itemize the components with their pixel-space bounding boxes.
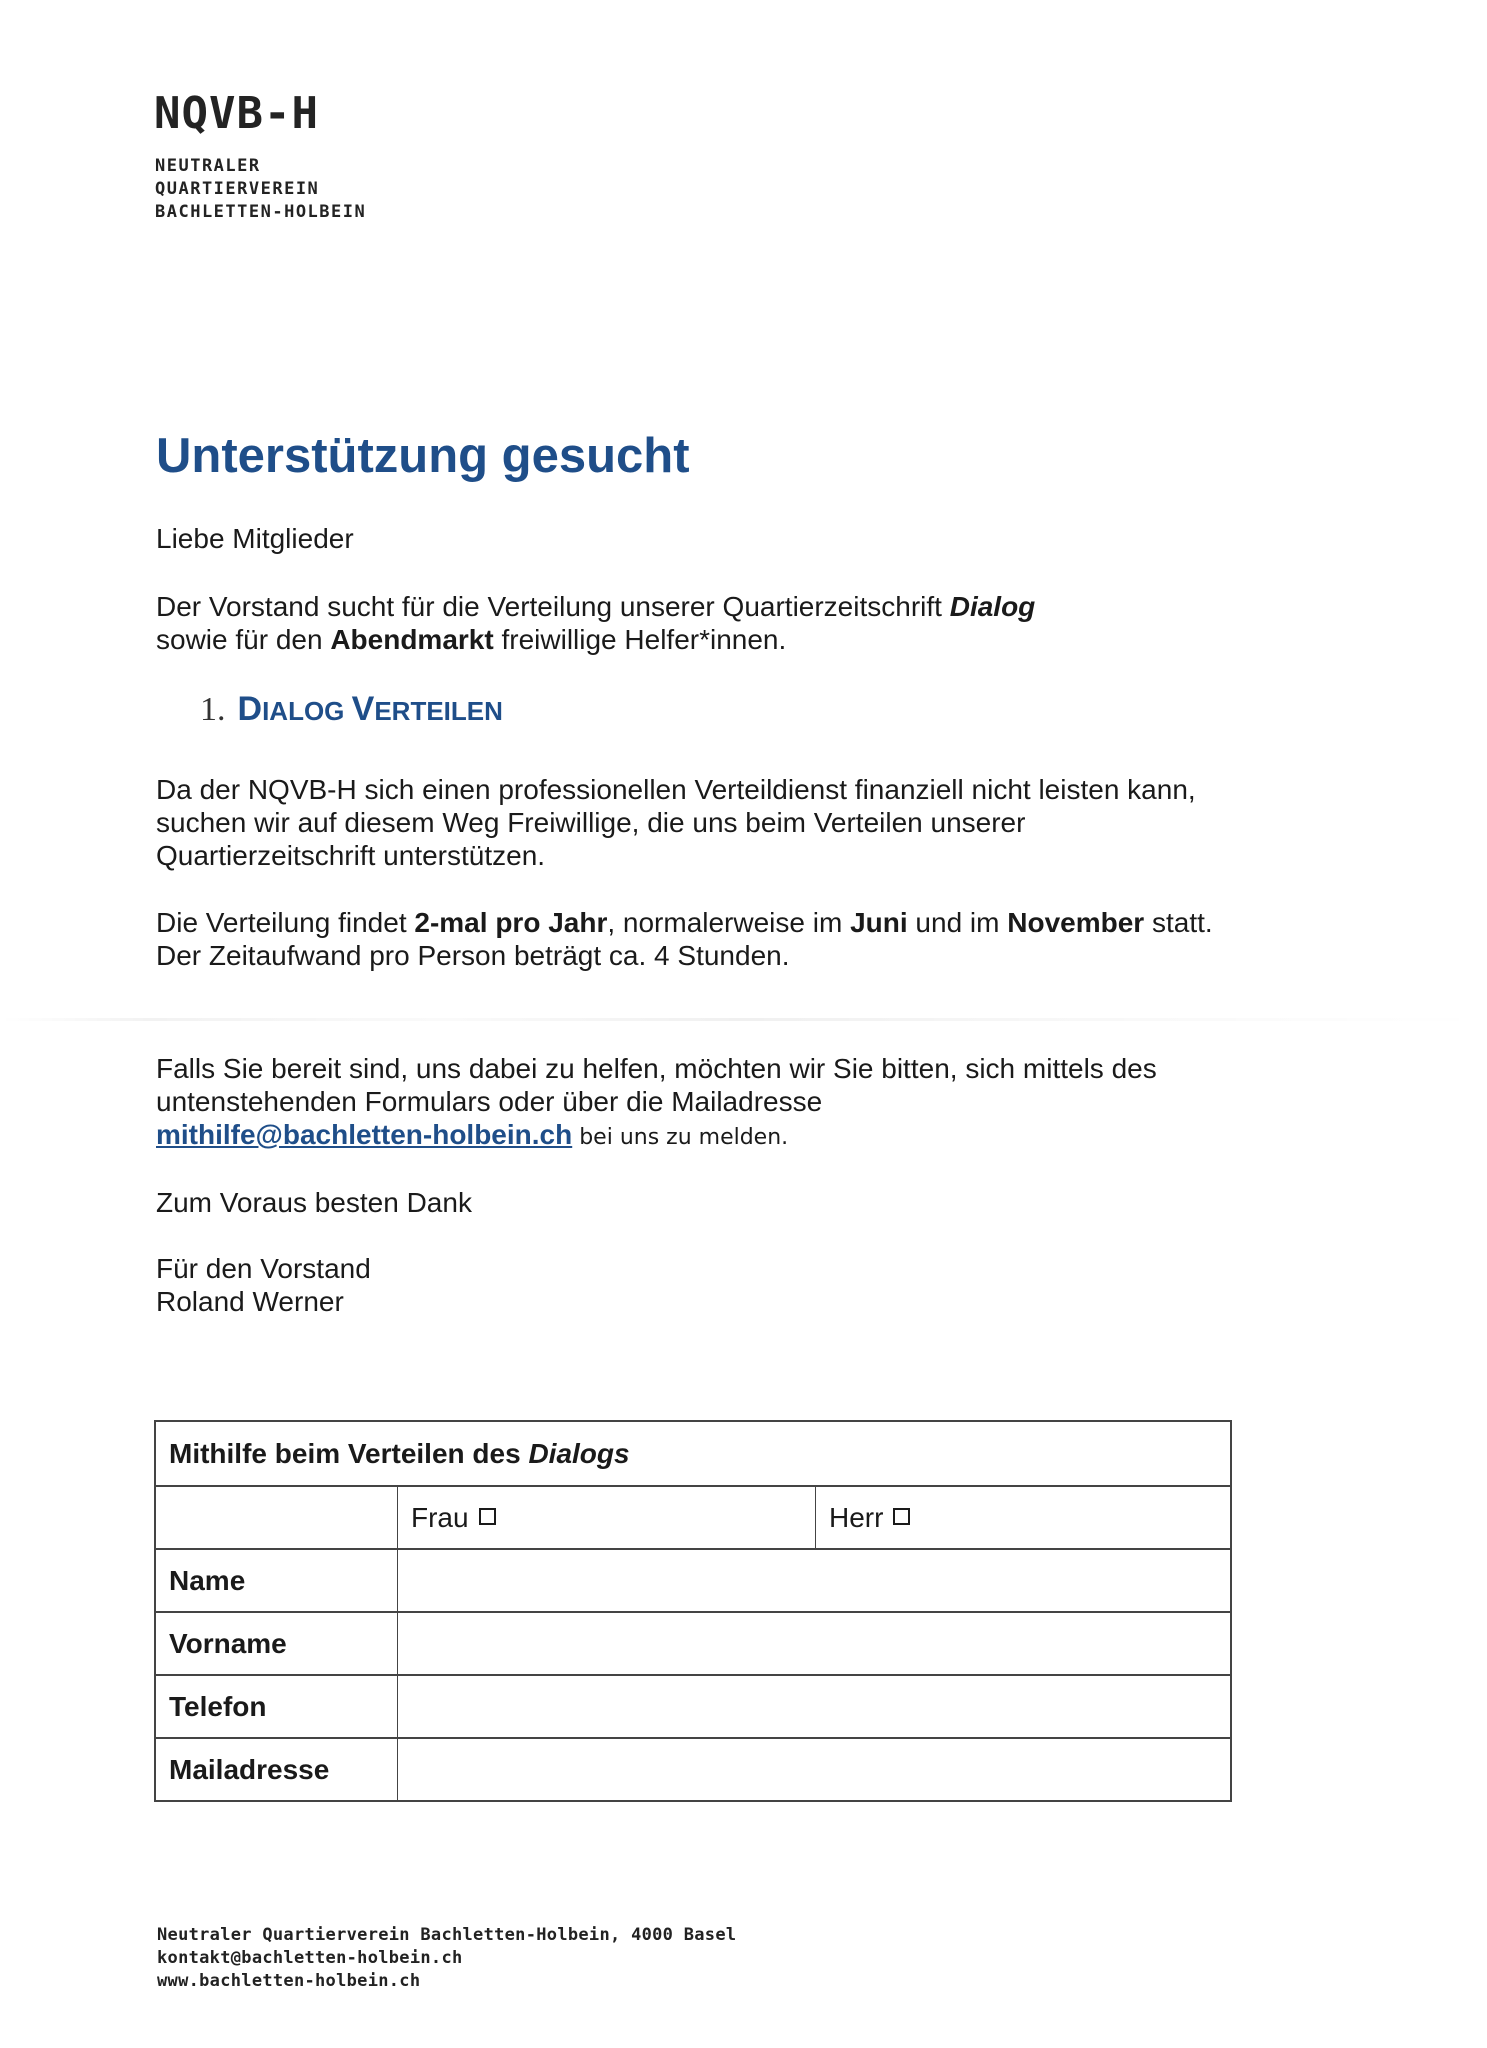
intro-text: sowie für den [156,624,331,655]
signature-name: Roland Werner [156,1286,344,1317]
form-row-telefon [156,1674,1230,1737]
mailadresse-field[interactable] [398,1739,1230,1800]
telefon-field[interactable] [398,1676,1230,1737]
salutation-frau-label: Frau [411,1501,469,1533]
frequency-emphasis: 2-mal pro Jahr [414,907,608,938]
salutation-frau-option[interactable] [398,1487,816,1548]
footer-address: Neutraler Quartierverein Bachletten-Holbein, 4000 Basel [157,1925,737,1945]
form-row-mailadresse [156,1737,1230,1800]
paragraph-line: Der Zeitaufwand pro Person beträgt ca. 4 Stunden. [156,940,790,971]
logo-subtitle-line: BACHLETTEN-HOLBEIN [155,202,367,222]
footer [157,1924,736,1993]
logo-subtitle-line: QUARTIERVEREIN [155,179,320,199]
paragraph-distribution-need [156,773,1196,872]
salutation-herr-option[interactable] [816,1487,1230,1548]
form-header-row [156,1422,1230,1485]
section-heading-initial: D [237,690,263,728]
paragraph-contact-request [156,1052,1157,1154]
form-title [156,1422,1230,1485]
field-label-vorname: Vorname [156,1613,398,1674]
logo-abbreviation: NQVB-H [154,88,319,139]
paragraph-text: , normalerweise im [607,907,851,938]
salutation-herr-label: Herr [829,1501,884,1533]
field-label-mailadresse: Mailadresse [156,1739,398,1800]
signup-form-table [154,1420,1232,1802]
section-heading-initial: V [351,690,375,728]
paragraph-text: und im [907,907,1008,938]
herr-checkbox[interactable] [893,1508,910,1525]
intro-text: Der Vorstand sucht für die Verteilung unserer Quartierzeitschrift [156,591,950,622]
section-heading [200,692,503,727]
paragraph-line: untenstehenden Formulars oder über die Mailadresse [156,1086,823,1117]
month-emphasis: Juni [850,907,908,938]
logo-subtitle [155,155,366,224]
paragraph-line: Da der NQVB-H sich einen professionellen Verteildienst finanziell nicht leisten kann, [156,774,1196,805]
logo-subtitle-line: NEUTRALER [155,156,261,176]
paragraph-text: bei uns zu melden. [572,1125,789,1150]
form-row-vorname [156,1611,1230,1674]
form-salutation-row [156,1485,1230,1548]
form-title-text: Mithilfe beim Verteilen des [169,1437,521,1469]
page-title: Unterstützung gesucht [156,429,690,483]
mithilfe-email-link[interactable]: mithilfe@bachletten-holbein.ch [156,1119,573,1150]
paragraph-text: statt. [1144,907,1213,938]
scan-artifact-line [0,1018,1487,1021]
section-number: 1. [200,691,226,728]
paragraph-line: suchen wir auf diesem Weg Freiwillige, die uns beim Verteilen unserer [156,807,1026,838]
footer-website-link[interactable]: www.bachletten-holbein.ch [157,1971,421,1991]
field-label-telefon: Telefon [156,1676,398,1737]
signature [156,1252,371,1318]
paragraph-schedule [156,906,1213,972]
month-emphasis: November [1007,907,1145,938]
form-row-name [156,1548,1230,1611]
field-label-name: Name [156,1550,398,1611]
paragraph-line: Falls Sie bereit sind, uns dabei zu helfen, möchten wir Sie bitten, sich mittels des [156,1053,1157,1084]
intro-emphasis-abendmarkt: Abendmarkt [330,624,494,655]
signature-line: Für den Vorstand [156,1253,371,1284]
frau-checkbox[interactable] [479,1508,496,1525]
form-title-emphasis: Dialogs [528,1437,630,1469]
intro-emphasis-dialog: Dialog [949,591,1036,622]
section-heading-rest: ERTEILEN [374,696,503,726]
footer-email-link[interactable]: kontakt@bachletten-holbein.ch [157,1948,463,1968]
paragraph-text: Die Verteilung findet [156,907,415,938]
section-heading-rest: IALOG [262,696,345,726]
vorname-field[interactable] [398,1613,1230,1674]
intro-text: freiwillige Helfer*innen. [493,624,787,655]
name-field[interactable] [398,1550,1230,1611]
form-empty-label-cell [156,1487,398,1548]
thanks-line: Zum Voraus besten Dank [156,1187,472,1218]
paragraph-line: Quartierzeitschrift unterstützen. [156,840,546,871]
intro-paragraph [156,590,1035,656]
greeting: Liebe Mitglieder [156,523,354,554]
